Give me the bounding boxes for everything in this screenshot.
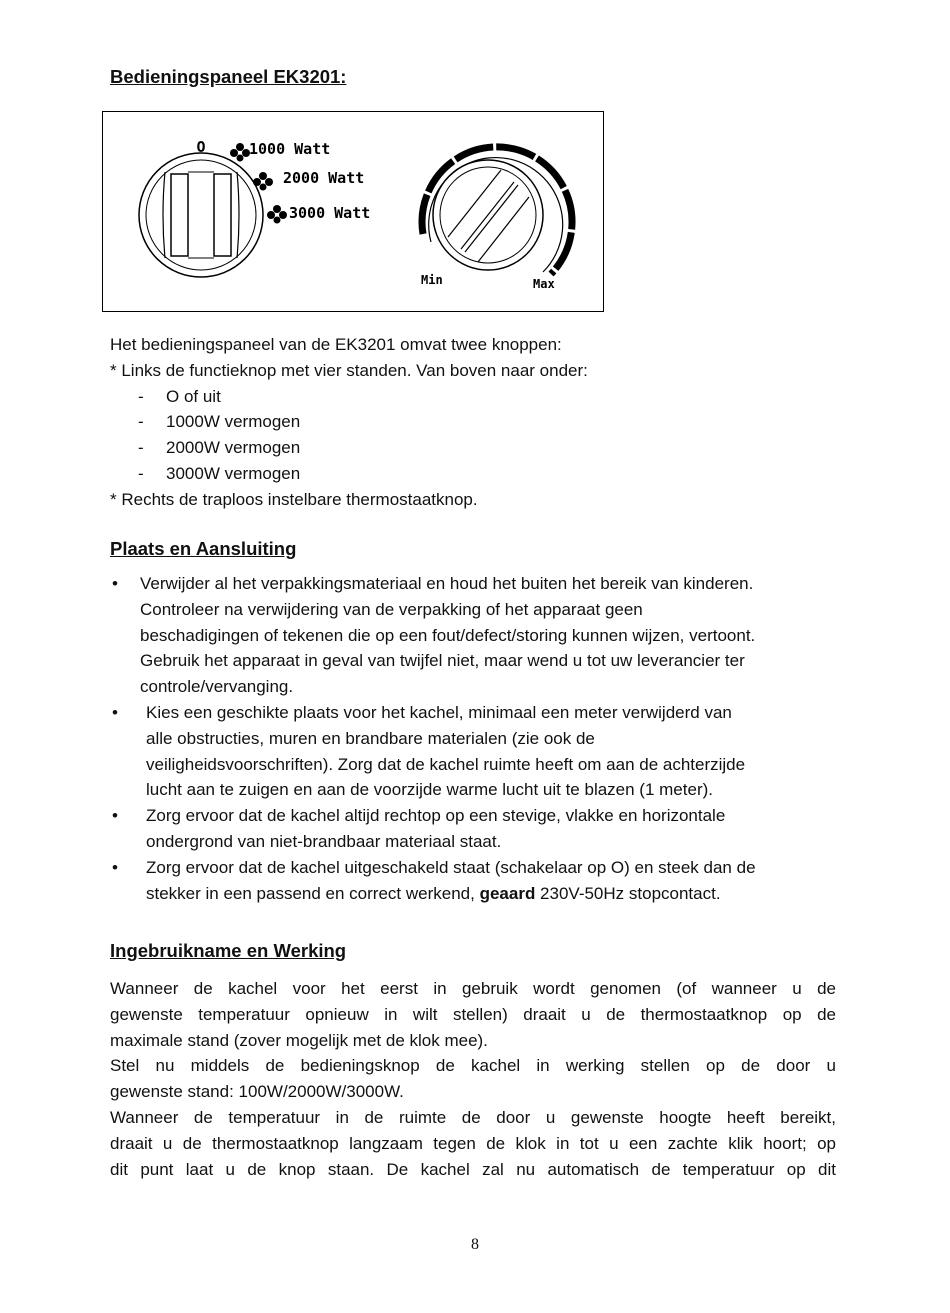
list-item: - 3000W vermogen — [138, 463, 301, 483]
heading-control-panel: Bedieningspaneel EK3201: — [110, 66, 347, 87]
list-item: - 2000W vermogen — [138, 438, 301, 458]
list-item: • Verwijder al het verpakkingsmateriaal en houd het buiten het bereik van kinderen. Controleer na verwijdering van de verpakking of het apparaat geen beschadigingen of tekenen die op een fout/defect/storing kunnen wijzen, vertoont. Gebruik het apparaat in geval van twijfel niet, maar wend u tot uw leverancier ter controle/vervanging. — [112, 574, 756, 697]
placement-list — [110, 571, 840, 906]
max-label: Max — [533, 277, 555, 291]
off-label: O — [196, 138, 206, 156]
thermostat-knob — [422, 147, 572, 274]
heading-operation: Ingebruikname en Werking — [110, 940, 347, 961]
intro-line-3: * Rechts de traploos instelbare thermostaatknop. — [110, 489, 478, 509]
list-item: • Kies een geschikte plaats voor het kachel, minimaal een meter verwijderd van alle obstructies, muren en brandbare materialen (zie ook de veiligheidsvoorschriften). Zorg dat de kachel ruimte heeft om aan de achterzijde lucht aan te zuigen en aan de voorzijde warme lucht uit te blazen (1 meter). — [112, 702, 746, 800]
list-item: - O of uit — [138, 386, 221, 406]
heading-placement: Plaats en Aansluiting — [110, 538, 297, 559]
intro-line-2: * Links de functieknop met vier standen. Van boven naar onder: — [110, 360, 588, 380]
setting-1000: 1000 Watt — [249, 140, 331, 158]
list-item: - 1000W vermogen — [138, 412, 301, 432]
control-panel-illustration — [102, 111, 604, 312]
list-item: • Zorg ervoor dat de kachel altijd rechtop op een stevige, vlakke en horizontale ondergrond van niet-brandbaar materiaal staat. — [112, 806, 726, 851]
intro-line-1: Het bedieningspaneel van de EK3201 omvat twee knoppen: — [110, 335, 562, 354]
min-label: Min — [421, 273, 443, 287]
intro-text — [110, 332, 840, 513]
bold-geaard: geaard — [479, 883, 536, 903]
page-number: 8 — [471, 1236, 479, 1253]
setting-3000: 3000 Watt — [289, 204, 371, 222]
control-panel-drawing — [103, 112, 603, 311]
setting-2000: 2000 Watt — [283, 169, 365, 187]
fan-icon-1 — [230, 143, 250, 162]
fan-icon-3 — [267, 205, 287, 224]
function-knob — [139, 153, 263, 277]
operation-text: Wanneer de kachel voor het eerst in gebruik wordt genomen (of wanneer u de gewenste temperatuur opnieuw in wilt stellen) draait u de thermostaatknop op de maximale stand (zover mogelijk met de klok mee). Stel nu middels de bedieningsknop de kachel in werking stellen op de door u gewenste stand: 100W/2000W/3000W. Wanneer de temperatuur in de ruimte de door u gewenste hoogte heeft bereikt, draait u de thermostaatknop langzaam tegen de klok in tot u een zachte klik hoort; op dit punt laat u de knop staan. De kachel zal nu automatisch de temperatuur op dit — [110, 979, 836, 1179]
list-item: • Zorg ervoor dat de kachel uitgeschakeld staat (schakelaar op O) en steek dan de stekker in een passend en correct werkend, geaard 230V-50Hz stopcontact. — [112, 857, 756, 903]
